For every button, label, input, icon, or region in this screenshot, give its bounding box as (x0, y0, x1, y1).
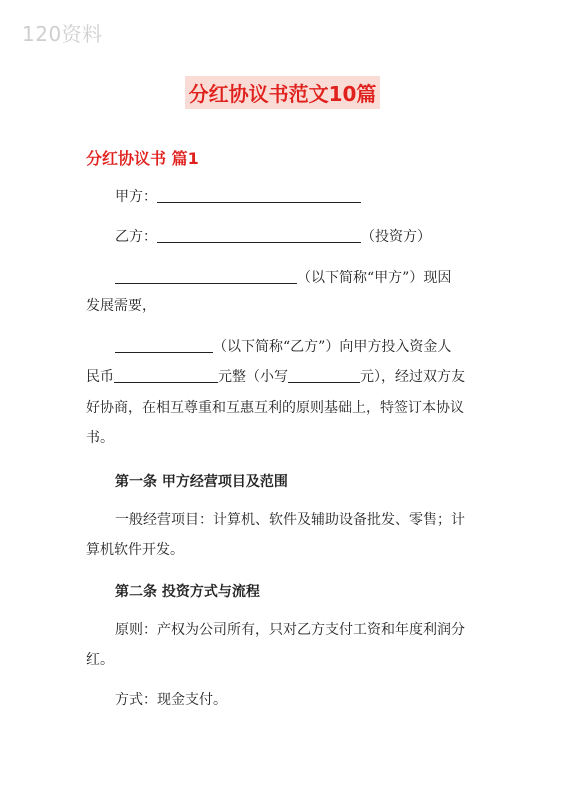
party-a-name-blank (115, 267, 297, 284)
amount-words-blank (114, 366, 218, 383)
party-b-name-blank (115, 336, 213, 353)
party-a-blank (157, 186, 361, 203)
document-title (0, 76, 565, 109)
watermark: 120资料 (22, 22, 103, 46)
article-1-title: 第一条 甲方经营项目及范围 (115, 474, 288, 490)
para2-line3: 好协商，在相互尊重和互惠互利的原则基础上，特签订本协议 (86, 400, 464, 416)
party-b-suffix: （投资方） (361, 229, 431, 245)
amount-unit-label: 元整（小写 (218, 369, 288, 385)
para1-line2: 发展需要， (86, 298, 156, 314)
party-a-line (115, 181, 361, 213)
para2-line4: 书。 (86, 430, 114, 446)
party-a-label: 甲方： (115, 189, 157, 205)
para2-line1 (115, 331, 451, 363)
article-2-line2: 红。 (86, 652, 114, 668)
para2-line2 (86, 361, 465, 393)
rmb-label: 民币 (86, 369, 114, 385)
para1-text: （以下简称“甲方”）现因 (297, 270, 452, 286)
party-b-blank (157, 226, 361, 243)
payment-method: 方式：现金支付。 (115, 692, 227, 708)
amount-digits-blank (288, 366, 360, 383)
article-1-line2: 算机软件开发。 (86, 542, 184, 558)
para2-text: （以下简称“乙方”）向甲方投入资金人 (213, 339, 452, 355)
para1-line1 (115, 262, 451, 294)
article-1-line1: 一般经营项目：计算机、软件及辅助设备批发、零售；计 (115, 512, 465, 528)
para2-line2-end: 元），经过双方友 (360, 369, 465, 385)
article-2-title: 第二条 投资方式与流程 (115, 584, 260, 600)
section-heading: 分红协议书 篇1 (86, 149, 199, 168)
document-title-text: 分红协议书范文10篇 (185, 76, 381, 109)
article-2-line1: 原则：产权为公司所有，只对乙方支付工资和年度利润分 (115, 622, 465, 638)
party-b-line (115, 221, 431, 253)
party-b-label: 乙方： (115, 229, 157, 245)
